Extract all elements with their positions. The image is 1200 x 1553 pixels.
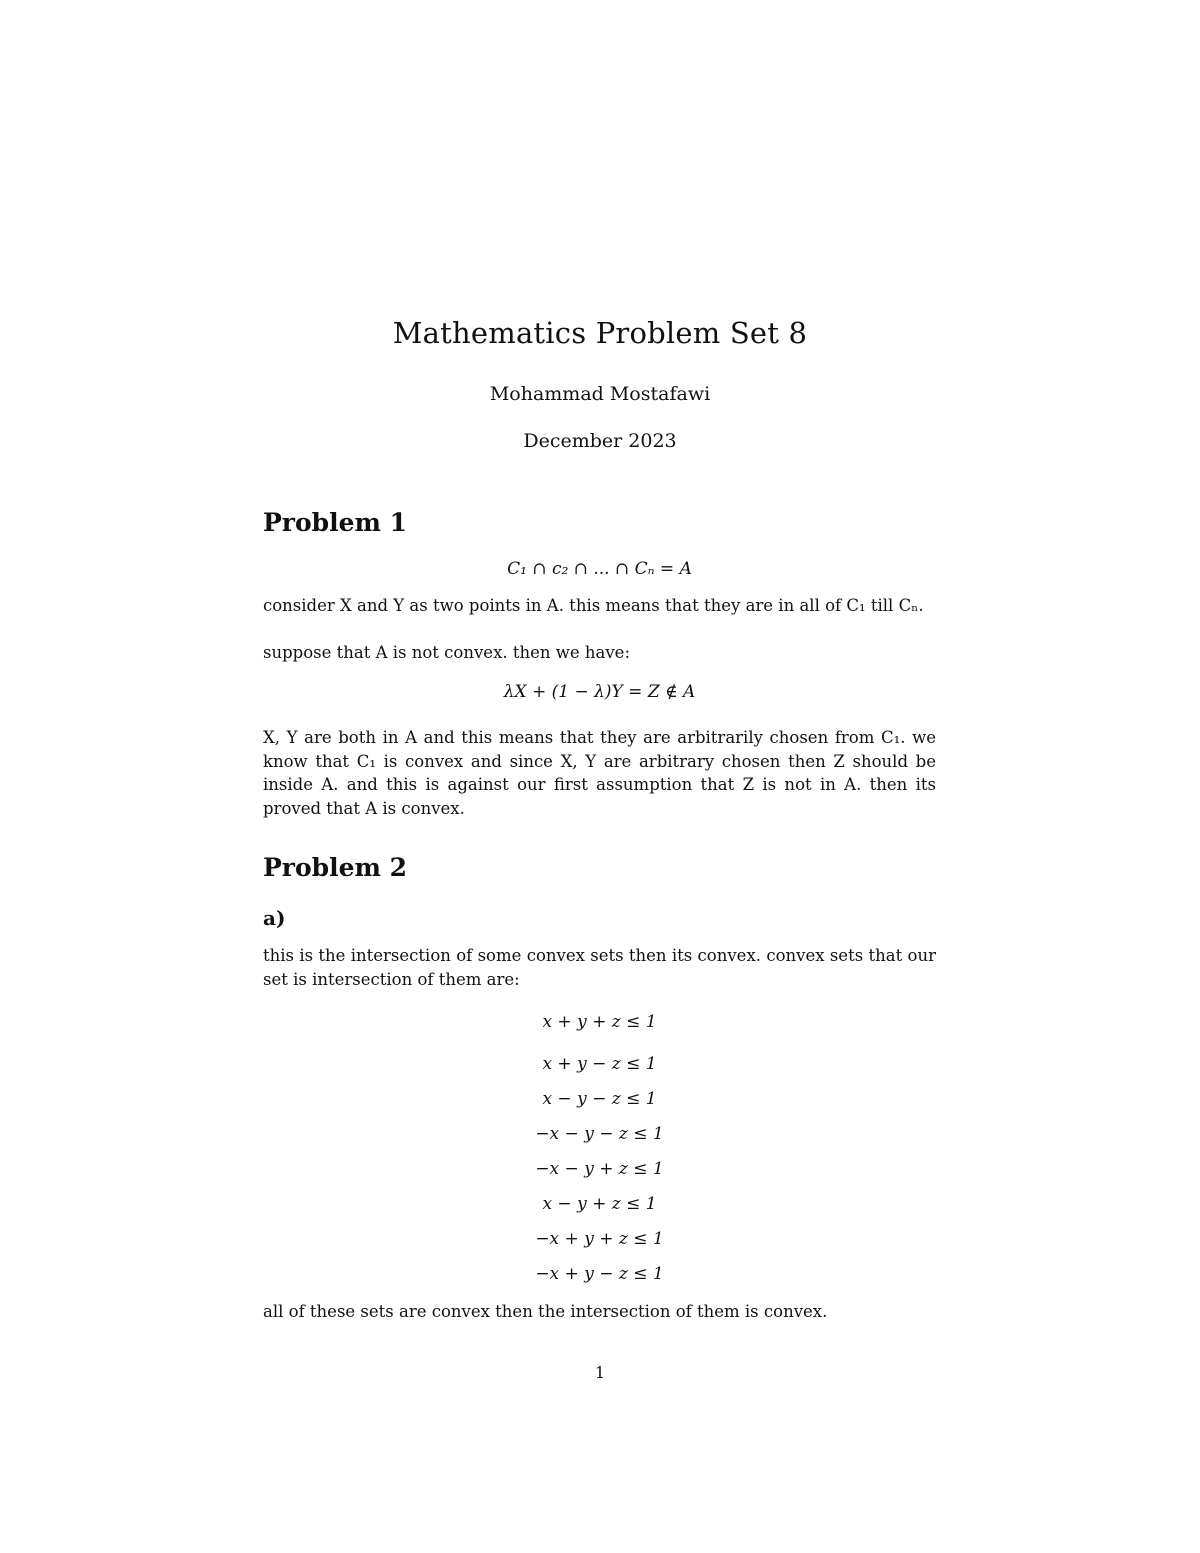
problem-2-heading: Problem 2: [263, 853, 408, 882]
inequality: x + y + z ≤ 1: [542, 1012, 657, 1032]
problem-1-intersection-equation: C₁ ∩ c₂ ∩ ... ∩ Cₙ = A: [507, 559, 692, 579]
inequality: x − y − z ≤ 1: [542, 1089, 657, 1109]
inequality: −x − y + z ≤ 1: [535, 1159, 664, 1179]
inequality: −x + y − z ≤ 1: [535, 1264, 664, 1284]
problem-2-paragraph-2: all of these sets are convex then the intersection of them is convex.: [263, 1302, 828, 1321]
problem-2-paragraph-1: this is the intersection of some convex sets then its convex. convex sets that our set is intersection of them are:: [263, 946, 936, 989]
document-date: December 2023: [523, 430, 677, 452]
author-name: Mohammad Mostafawi: [489, 383, 711, 405]
problem-1-convex-combination-equation: λX + (1 − λ)Y = Z ∉ A: [503, 682, 696, 702]
problem-1-paragraph-2: suppose that A is not convex. then we have:: [263, 643, 631, 662]
problem-2-part-a-heading: a): [263, 906, 286, 930]
inequality: −x − y − z ≤ 1: [535, 1124, 664, 1144]
problem-1-paragraph-1: consider X and Y as two points in A. this means that they are in all of C₁ till Cₙ.: [263, 596, 924, 615]
problem-1-heading: Problem 1: [263, 508, 408, 537]
inequality: −x + y + z ≤ 1: [535, 1229, 664, 1249]
problem-1-paragraph-3: X, Y are both in A and this means that they are arbitrarily chosen from C₁. we know that C₁ is convex and since X, Y are arbitrary chosen then Z should be inside A. and this is against our first assumption that Z is not in A. then its proved that A is convex.: [263, 728, 936, 818]
page-number: 1: [594, 1363, 606, 1382]
document-title: Mathematics Problem Set 8: [392, 316, 808, 350]
inequality: x − y + z ≤ 1: [542, 1194, 657, 1214]
inequality: x + y − z ≤ 1: [542, 1054, 657, 1074]
